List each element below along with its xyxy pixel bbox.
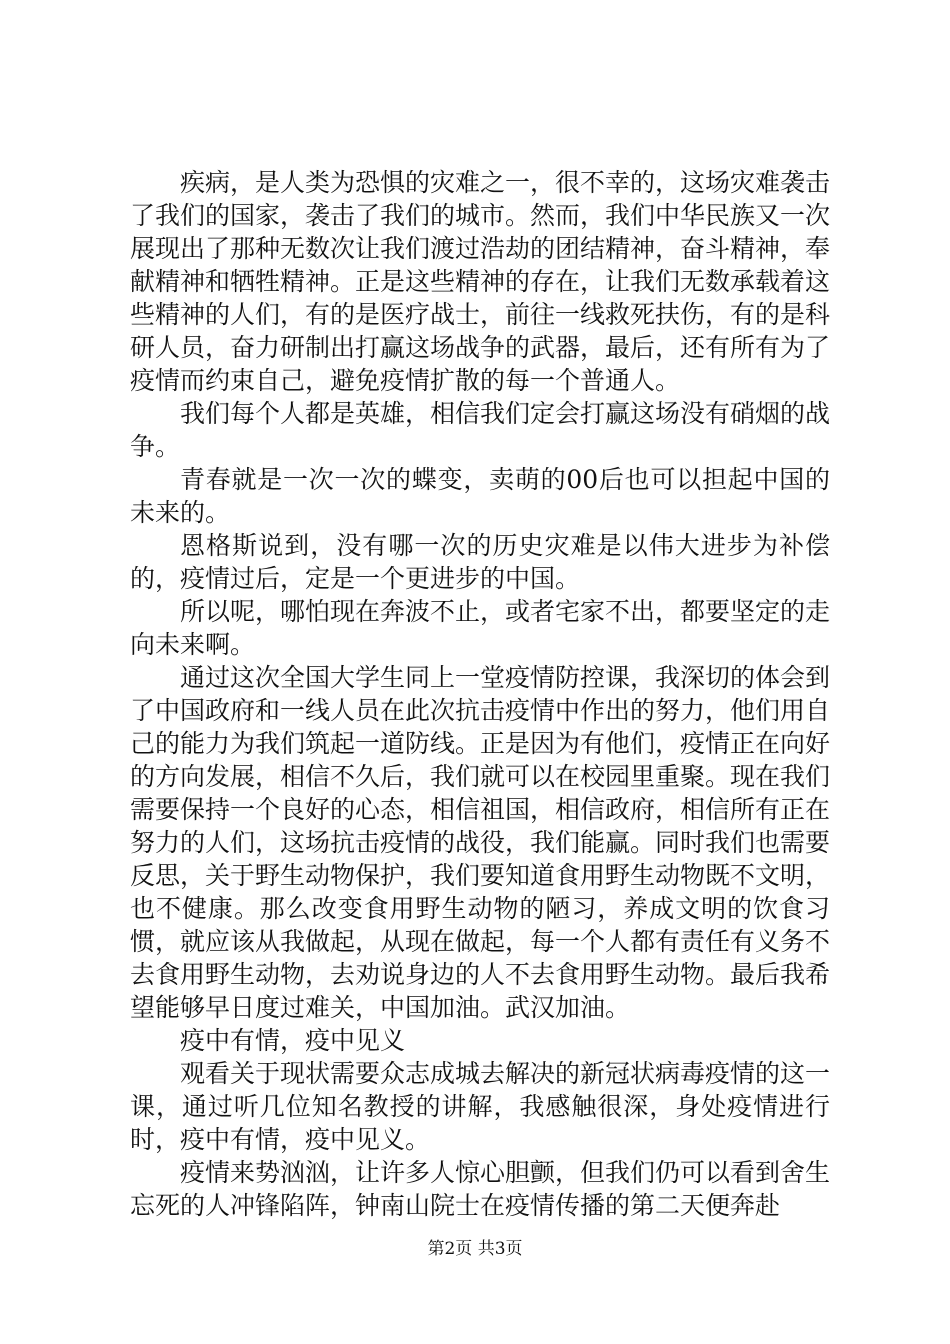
paragraph: 我们每个人都是英雄，相信我们定会打赢这场没有硝烟的战争。 <box>130 399 831 461</box>
page-footer: 第2页 共3页 <box>427 1239 523 1259</box>
paragraph: 疾病，是人类为恐惧的灾难之一，很不幸的，这场灾难袭击了我们的国家，袭击了我们的城市。然而，我们中华民族又一次展现出了那种无数次让我们渡过浩劫的团结精神，奋斗精神，奉献精神和牺牲精神。正是这些精神的存在，让我们无数承载着这些精神的人们，有的是医疗战士，前往一线救死扶伤，有的是科研人员，奋力研制出打赢这场战争的武器，最后，还有所有为了疫情而约束自己，避免疫情扩散的每一个普通人。 <box>130 168 831 395</box>
paragraph: 所以呢，哪怕现在奔波不止，或者宅家不出，都要坚定的走向未来啊。 <box>130 597 831 659</box>
paragraph: 疫情来势汹汹，让许多人惊心胆颤，但我们仍可以看到舍生忘死的人冲锋陷阵，钟南山院士在疫情传播的第二天便奔赴 <box>130 1158 831 1220</box>
paragraph: 恩格斯说到，没有哪一次的历史灾难是以伟大进步为补偿的，疫情过后，定是一个更进步的中国。 <box>130 531 830 593</box>
section-heading: 疫中有情，疫中见义 <box>180 1026 406 1055</box>
document-body <box>130 166 830 1222</box>
paragraph: 青春就是一次一次的蝶变，卖萌的00后也可以担起中国的未来的。 <box>130 465 830 527</box>
paragraph: 通过这次全国大学生同上一堂疫情防控课，我深切的体会到了中国政府和一线人员在此次抗击疫情中作出的努力，他们用自己的能力为我们筑起一道防线。正是因为有他们，疫情正在向好的方向发展，相信不久后，我们就可以在校园里重聚。现在我们需要保持一个良好的心态，相信祖国，相信政府，相信所有正在努力的人们，这场抗击疫情的战役，我们能赢。同时我们也需要反思，关于野生动物保护，我们要知道食用野生动物既不文明，也不健康。那么改变食用野生动物的陋习，养成文明的饮食习惯，就应该从我做起，从现在做起，每一个人都有责任有义务不去食用野生动物，去劝说身边的人不去食用野生动物。最后我希望能够早日度过难关，中国加油。武汉加油。 <box>130 663 831 1022</box>
paragraph: 观看关于现状需要众志成城去解决的新冠状病毒疫情的这一课，通过听几位知名教授的讲解，我感触很深，身处疫情进行时，疫中有情，疫中见义。 <box>130 1059 831 1154</box>
